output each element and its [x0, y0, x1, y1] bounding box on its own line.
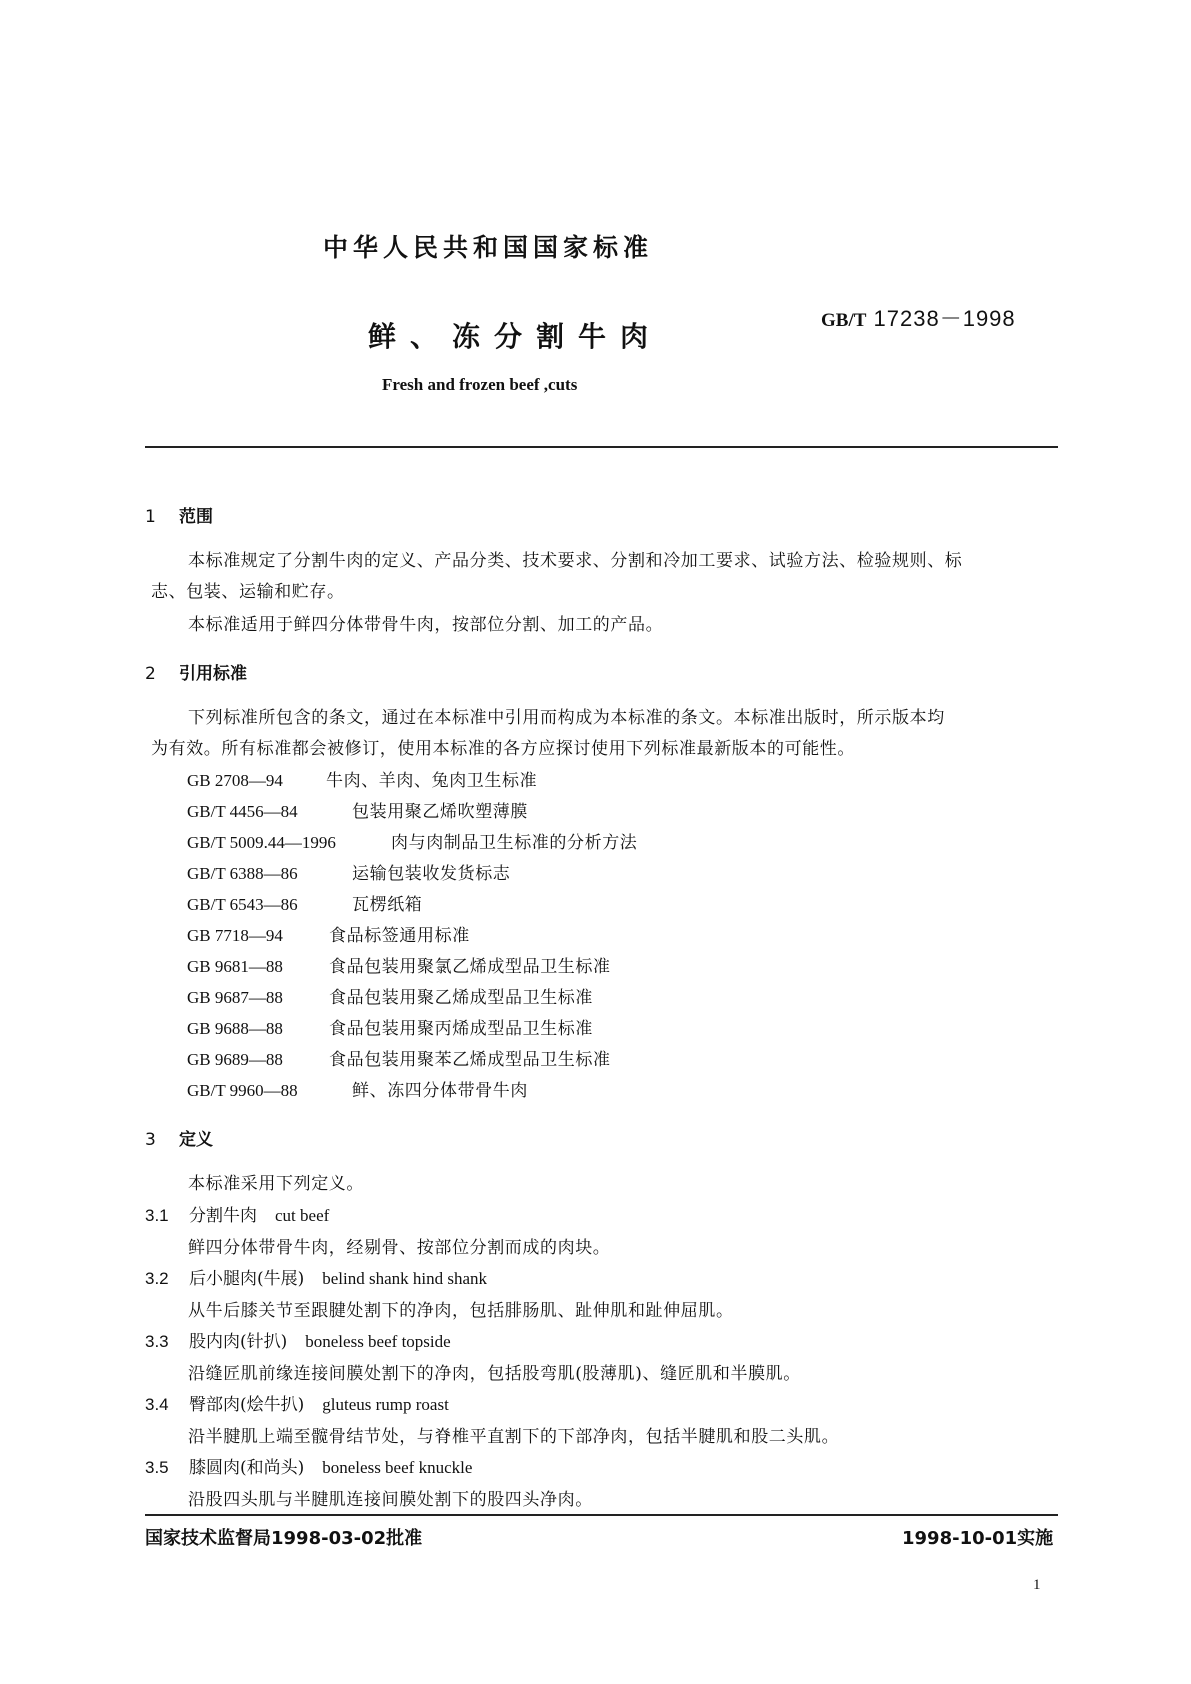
reference-name: 肉与肉制品卫生标准的分析方法	[391, 833, 638, 853]
definition-term-english: cut beef	[275, 1206, 330, 1225]
reference-item	[187, 797, 528, 822]
reference-name: 食品包装用聚氯乙烯成型品卫生标准	[329, 957, 611, 977]
reference-code: GB/T 6543—86	[187, 895, 298, 914]
definition-term: 膝圆肉(和尚头)	[189, 1458, 305, 1478]
definition-number: 3.2	[145, 1269, 169, 1288]
standard-code: 17238－1998	[873, 306, 1016, 331]
reference-code: GB 9688—88	[187, 1019, 283, 1038]
reference-code: GB 2708—94	[187, 771, 283, 790]
definition-heading	[145, 1453, 472, 1478]
reference-item	[187, 828, 637, 853]
reference-name: 食品标签通用标准	[329, 926, 470, 946]
definition-heading	[145, 1201, 329, 1226]
reference-code: GB 7718—94	[187, 926, 283, 945]
section-title: 引用标准	[179, 664, 247, 684]
reference-name: 鲜、冻四分体带骨牛肉	[352, 1081, 528, 1101]
reference-name: 食品包装用聚丙烯成型品卫生标准	[329, 1019, 593, 1039]
reference-code: GB/T 9960—88	[187, 1081, 298, 1100]
definition-description: 沿缝匠肌前缘连接间膜处割下的净肉，包括股弯肌(股薄肌)、缝匠肌和半膜肌。	[188, 1364, 801, 1384]
definition-heading	[145, 1390, 449, 1415]
section-2-heading	[145, 659, 247, 684]
definition-term: 后小腿肉(牛展)	[189, 1269, 305, 1289]
definition-description: 从牛后膝关节至跟腱处割下的净肉，包括腓肠肌、趾伸肌和趾伸屈肌。	[188, 1301, 734, 1321]
reference-code: GB 9687—88	[187, 988, 283, 1007]
reference-name: 食品包装用聚苯乙烯成型品卫生标准	[329, 1050, 611, 1070]
definition-term: 臀部肉(烩牛扒)	[189, 1395, 305, 1415]
reference-code: GB 9681—88	[187, 957, 283, 976]
definition-term-english: belind shank hind shank	[322, 1269, 488, 1288]
definition-number: 3.5	[145, 1458, 169, 1477]
reference-item	[187, 1076, 528, 1101]
definition-term-english: boneless beef knuckle	[322, 1458, 473, 1477]
approval-line: 国家技术监督局1998-03-02批准	[145, 1528, 423, 1549]
definition-term-english: boneless beef topside	[305, 1332, 451, 1351]
definition-number: 3.4	[145, 1395, 169, 1414]
paragraph-line: 本标准规定了分割牛肉的定义、产品分类、技术要求、分割和冷加工要求、试验方法、检验规则、标	[188, 551, 963, 571]
section-number: 1	[145, 507, 156, 527]
paragraph-line: 本标准适用于鲜四分体带骨牛肉，按部位分割、加工的产品。	[188, 615, 664, 635]
header-divider	[145, 446, 1058, 448]
reference-item	[187, 859, 510, 884]
reference-name: 运输包装收发货标志	[352, 864, 511, 884]
paragraph-line: 本标准采用下列定义。	[188, 1174, 364, 1194]
reference-code: GB/T 4456—84	[187, 802, 298, 821]
reference-item	[187, 1014, 593, 1039]
definition-term-english: gluteus rump roast	[322, 1395, 449, 1414]
paragraph-line: 下列标准所包含的条文，通过在本标准中引用而构成为本标准的条文。本标准出版时，所示版本均	[188, 708, 945, 728]
definition-heading	[145, 1327, 451, 1352]
section-number: 2	[145, 664, 156, 684]
document-title: 鲜、冻分割牛肉	[368, 320, 663, 353]
definition-number: 3.1	[145, 1206, 169, 1225]
national-standard-heading: 中华人民共和国国家标准	[323, 233, 654, 262]
reference-item	[187, 1045, 611, 1070]
definition-number: 3.3	[145, 1332, 169, 1351]
document-title-english: Fresh and frozen beef ,cuts	[382, 375, 578, 394]
reference-name: 瓦楞纸箱	[352, 895, 423, 915]
reference-name: 食品包装用聚乙烯成型品卫生标准	[329, 988, 593, 1008]
definition-term: 股内肉(针扒)	[189, 1332, 288, 1352]
paragraph-line: 为有效。所有标准都会被修订，使用本标准的各方应探讨使用下列标准最新版本的可能性。	[151, 739, 855, 759]
effective-date: 1998-10-01实施	[902, 1528, 1054, 1549]
page-number: 1	[1033, 1577, 1041, 1593]
section-title: 范围	[179, 507, 213, 527]
paragraph-line: 志、包装、运输和贮存。	[151, 582, 345, 602]
section-title: 定义	[179, 1130, 213, 1150]
reference-item	[187, 952, 611, 977]
section-1-heading	[145, 502, 213, 527]
definition-description: 沿股四头肌与半腱肌连接间膜处割下的股四头净肉。	[188, 1490, 593, 1510]
reference-name: 牛肉、羊肉、兔肉卫生标准	[326, 771, 538, 791]
section-3-heading	[145, 1125, 213, 1150]
standard-number	[821, 302, 1016, 333]
definition-description: 沿半腱肌上端至髋骨结节处，与脊椎平直割下的下部净肉，包括半腱肌和股二头肌。	[188, 1427, 840, 1447]
reference-code: GB/T 6388—86	[187, 864, 298, 883]
section-number: 3	[145, 1130, 156, 1150]
reference-item	[187, 890, 422, 915]
definition-term: 分割牛肉	[189, 1206, 257, 1226]
reference-item	[187, 921, 470, 946]
footer-divider	[145, 1514, 1058, 1516]
reference-item	[187, 983, 593, 1008]
reference-item	[187, 766, 537, 791]
definition-description: 鲜四分体带骨牛肉，经剔骨、按部位分割而成的肉块。	[188, 1238, 611, 1258]
reference-code: GB/T 5009.44—1996	[187, 833, 336, 852]
reference-code: GB 9689—88	[187, 1050, 283, 1069]
standard-prefix: GB/T	[821, 310, 867, 331]
definition-heading	[145, 1264, 487, 1289]
reference-name: 包装用聚乙烯吹塑薄膜	[352, 802, 528, 822]
